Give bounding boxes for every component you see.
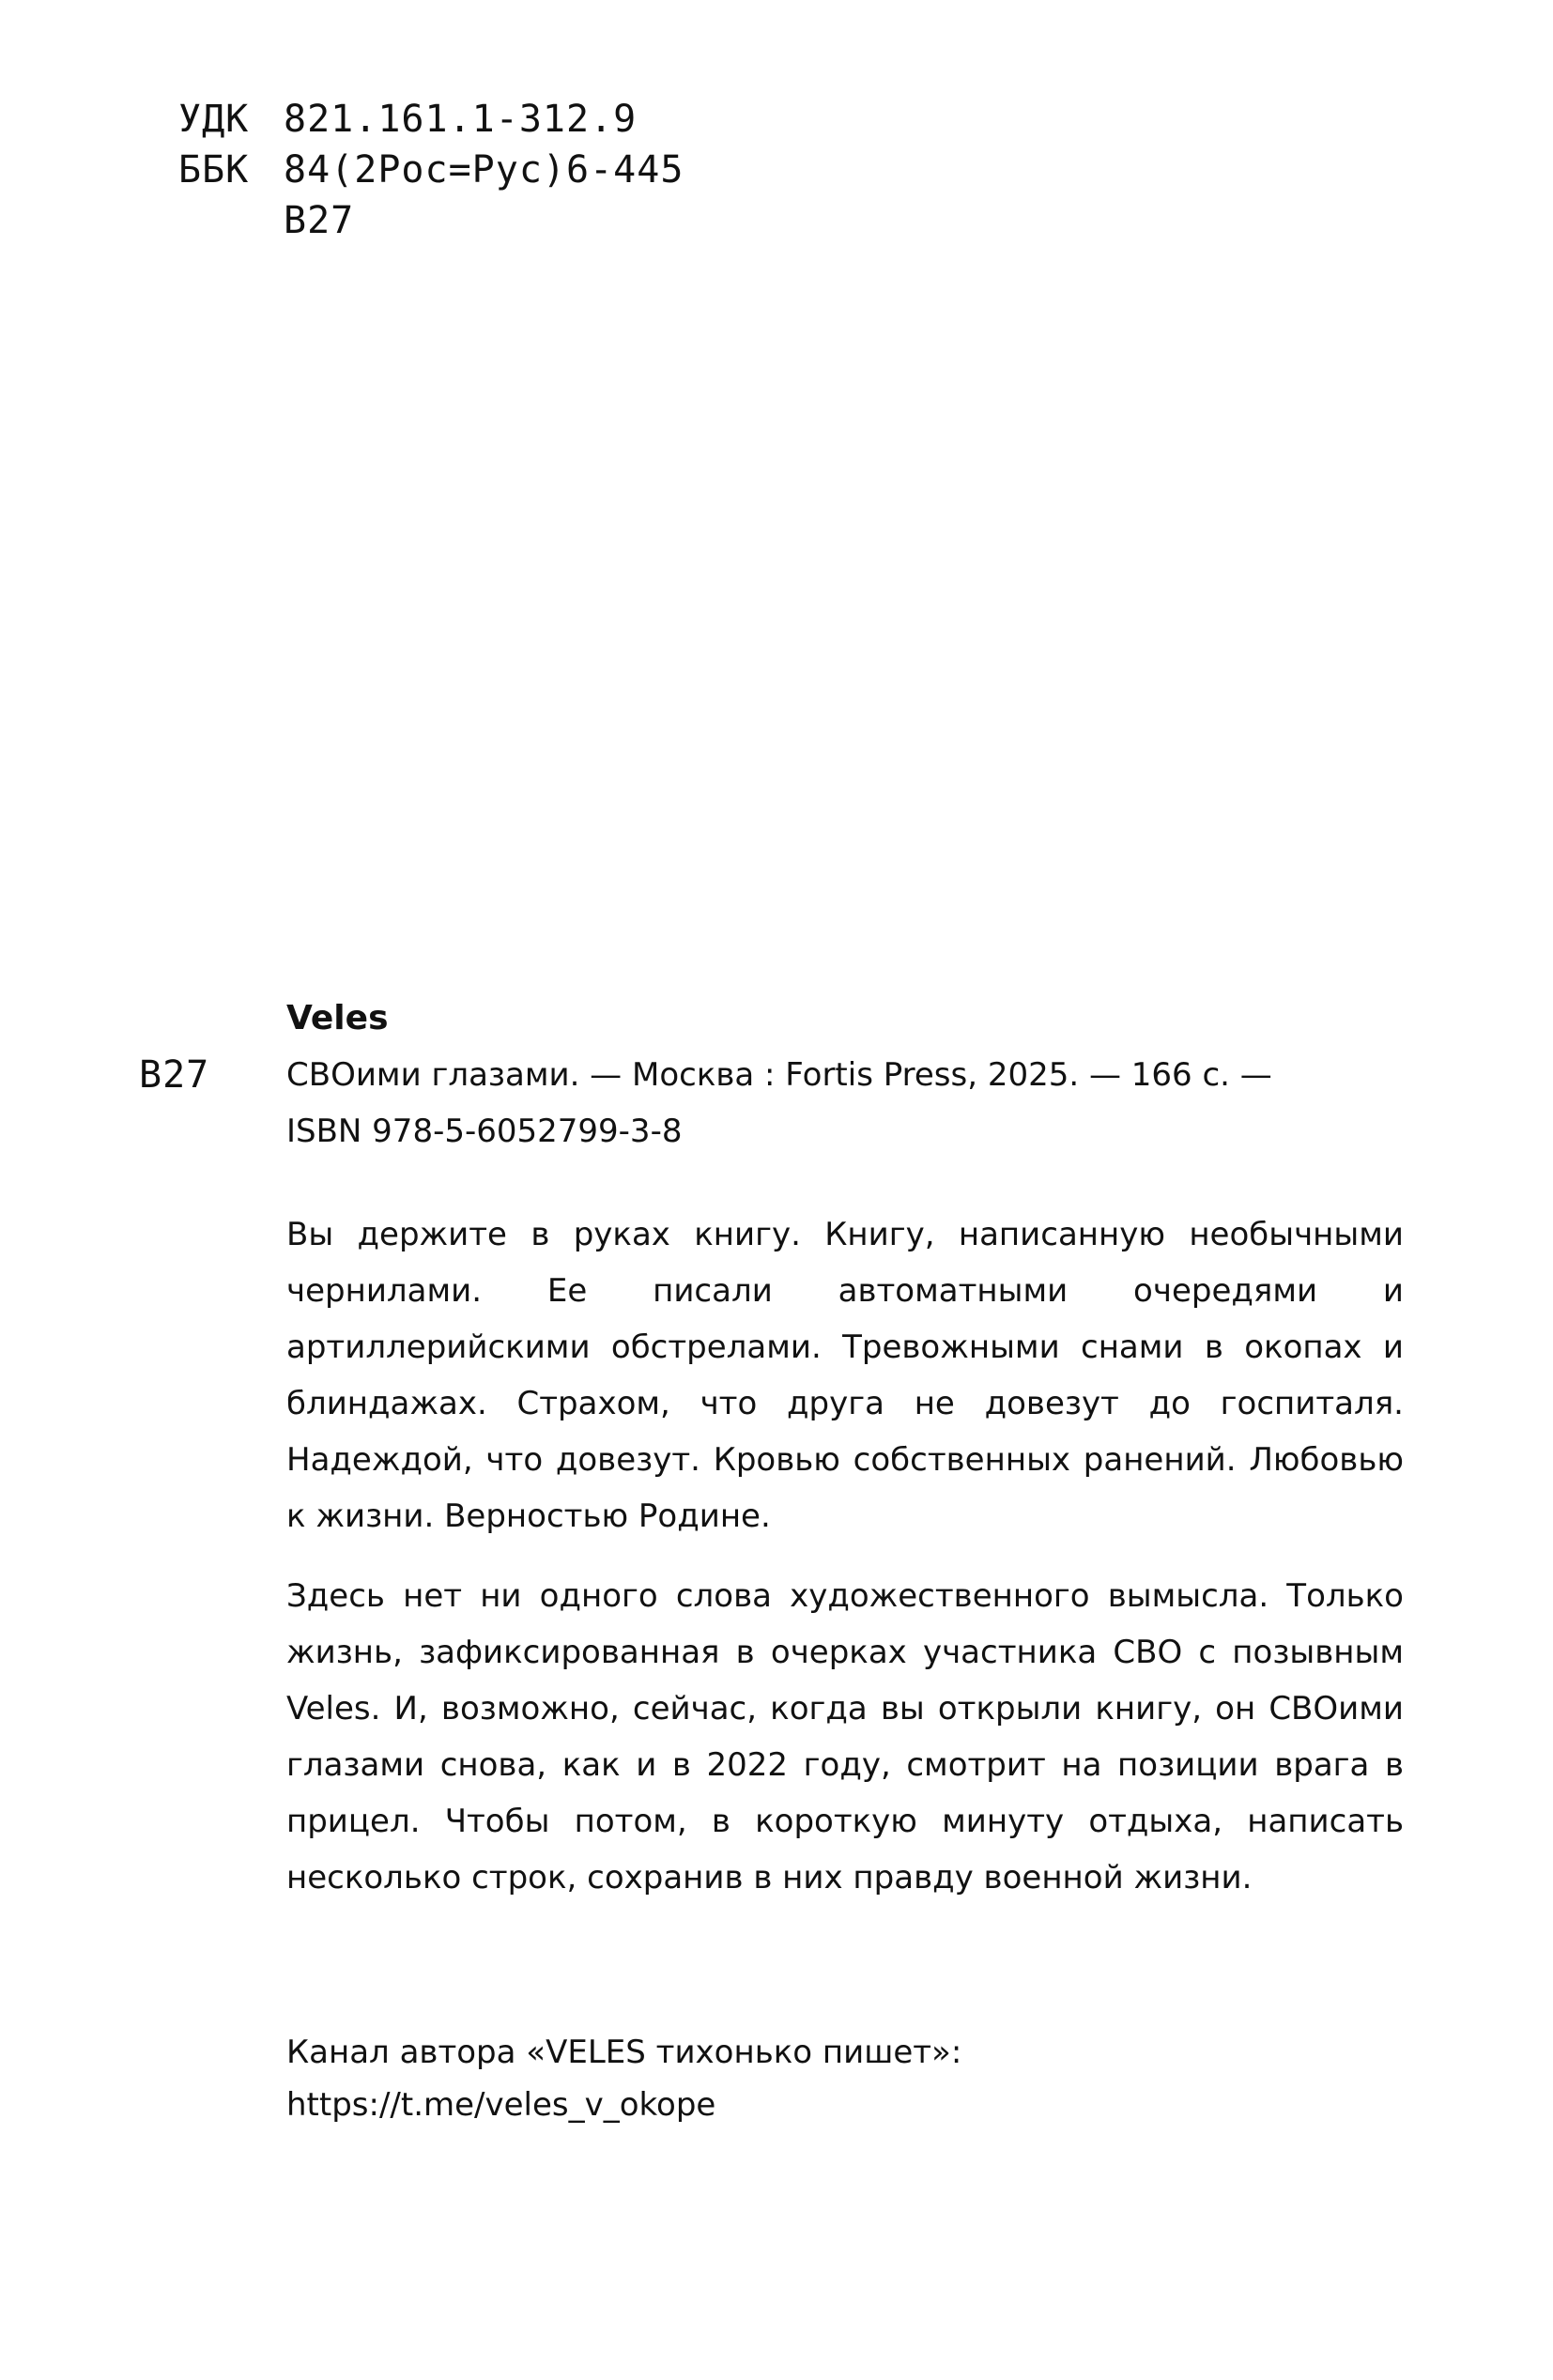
udk-label: УДК	[178, 98, 250, 141]
bbk-label: ББК	[178, 148, 250, 192]
abstract-paragraph-1: Вы держите в руках книгу. Книгу, написанную необычными чернилами. Ее писали автоматными очередями и артиллерийскими обстрелами. Тревожными снами в окопах и блиндажах. Страхом, что друга не довезут до госпиталя. Надеждой, что довезут. Кровью собственных ранений. Любовью к жизни. Верностью Родине.	[286, 1216, 1404, 1535]
udk-row	[178, 94, 684, 145]
author-name: Veles	[286, 999, 389, 1037]
author-mark-row	[178, 195, 684, 246]
udk-value: 821.161.1-312.9	[284, 98, 638, 141]
author-channel	[286, 2026, 1404, 2131]
bbk-row	[178, 145, 684, 195]
author-mark: В27	[284, 199, 355, 242]
bbk-value: 84(2Рос=Рус)6-445	[284, 148, 684, 192]
bibliographic-record	[286, 1047, 1404, 1159]
author-heading	[286, 990, 389, 1047]
isbn: ISBN 978-5-6052799-3-8	[286, 1113, 683, 1150]
classification-block	[178, 94, 684, 246]
biblio-title-line: СВОими глазами. — Москва : Fortis Press, 2025. — 166 с. —	[286, 1056, 1272, 1094]
channel-label: Канал автора «VELES тихонько пишет»:	[286, 2034, 962, 2071]
abstract-paragraph-2: Здесь нет ни одного слова художественного вымысла. Только жизнь, зафиксированная в очерках участника СВО с позывным Veles. И, возможно, сейчас, когда вы открыли книгу, он СВОими глазами снова, как и в 2022 году, смотрит на позиции врага в прицел. Чтобы потом, в короткую минуту отдыха, написать несколько строк, сохранив в них правду военной жизни.	[286, 1577, 1404, 1896]
biblio-author-mark: В27	[139, 1053, 210, 1097]
channel-link[interactable]: https://t.me/veles_v_okope	[286, 2086, 716, 2124]
